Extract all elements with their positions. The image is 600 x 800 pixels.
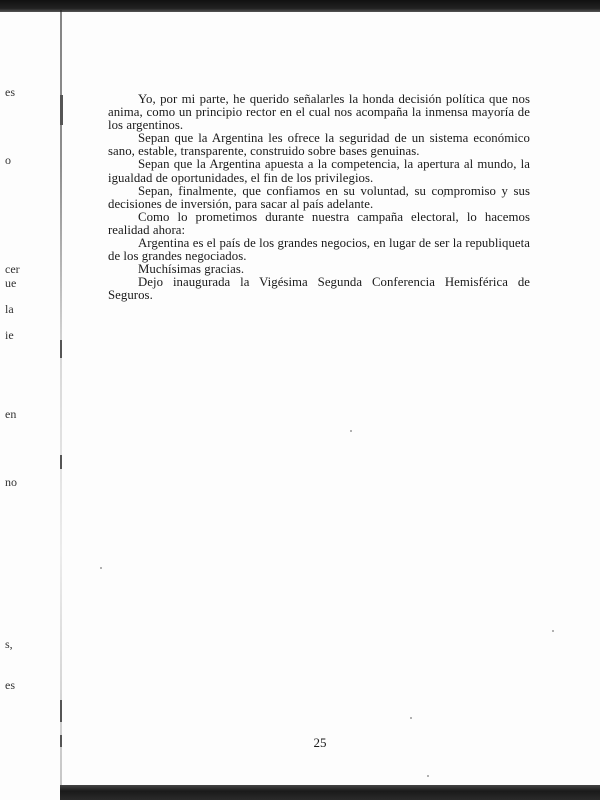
paragraph: Como lo prometimos durante nuestra campaña electoral, lo hacemos realidad ahora:: [108, 209, 530, 237]
scan-speck: [552, 630, 554, 632]
facing-page-fragment: s,: [5, 637, 13, 651]
facing-page-fragment: en: [5, 407, 17, 421]
scan-speck: [427, 775, 429, 777]
facing-page-fragment: ie: [5, 328, 14, 342]
gutter-mark: [60, 95, 63, 125]
scan-bottom-edge: [60, 785, 600, 800]
binding-gutter: [60, 10, 62, 785]
facing-page-fragment: es: [5, 85, 15, 99]
gutter-mark: [60, 700, 62, 722]
gutter-mark: [60, 735, 62, 747]
facing-page-fragment: cer: [5, 262, 20, 276]
facing-page-fragment: la: [5, 302, 14, 316]
scan-speck: [350, 430, 352, 432]
facing-page-fragment: es: [5, 678, 15, 692]
paragraph: Muchísimas gracias.: [138, 262, 245, 277]
speech-text: [108, 93, 530, 303]
facing-page-fragment: ue: [5, 276, 17, 290]
paragraph: Argentina es el país de los grandes negocios, en lugar de ser la republiqueta de los grandes negociados.: [108, 236, 530, 264]
paragraph: Yo, por mi parte, he querido señalarles la honda decisión política que nos anima, como un principio rector en el cual nos acompaña la inmensa mayoría de los argentinos.: [108, 92, 530, 133]
paragraph: Dejo inaugurada la Vigésima Segunda Conferencia Hemisférica de Seguros.: [108, 275, 530, 303]
facing-page-fragment: o: [5, 153, 11, 167]
gutter-mark: [60, 455, 62, 469]
gutter-mark: [60, 340, 62, 358]
paragraph: Sepan, finalmente, que confiamos en su voluntad, su compromiso y sus decisiones de inversión, para sacar al país adelante.: [108, 183, 530, 211]
scan-speck: [100, 567, 102, 569]
page-number: 25: [313, 735, 327, 750]
paragraph: Sepan que la Argentina apuesta a la competencia, la apertura al mundo, la igualdad de oportunidades, el fin de los privilegios.: [108, 157, 530, 185]
paragraph: Sepan que la Argentina les ofrece la seguridad de un sistema económico sano, estable, transparente, construido sobre bases genuinas.: [108, 131, 530, 159]
facing-page-fragment: no: [5, 475, 17, 489]
scan-speck: [410, 717, 412, 719]
scan-top-edge: [0, 0, 600, 12]
